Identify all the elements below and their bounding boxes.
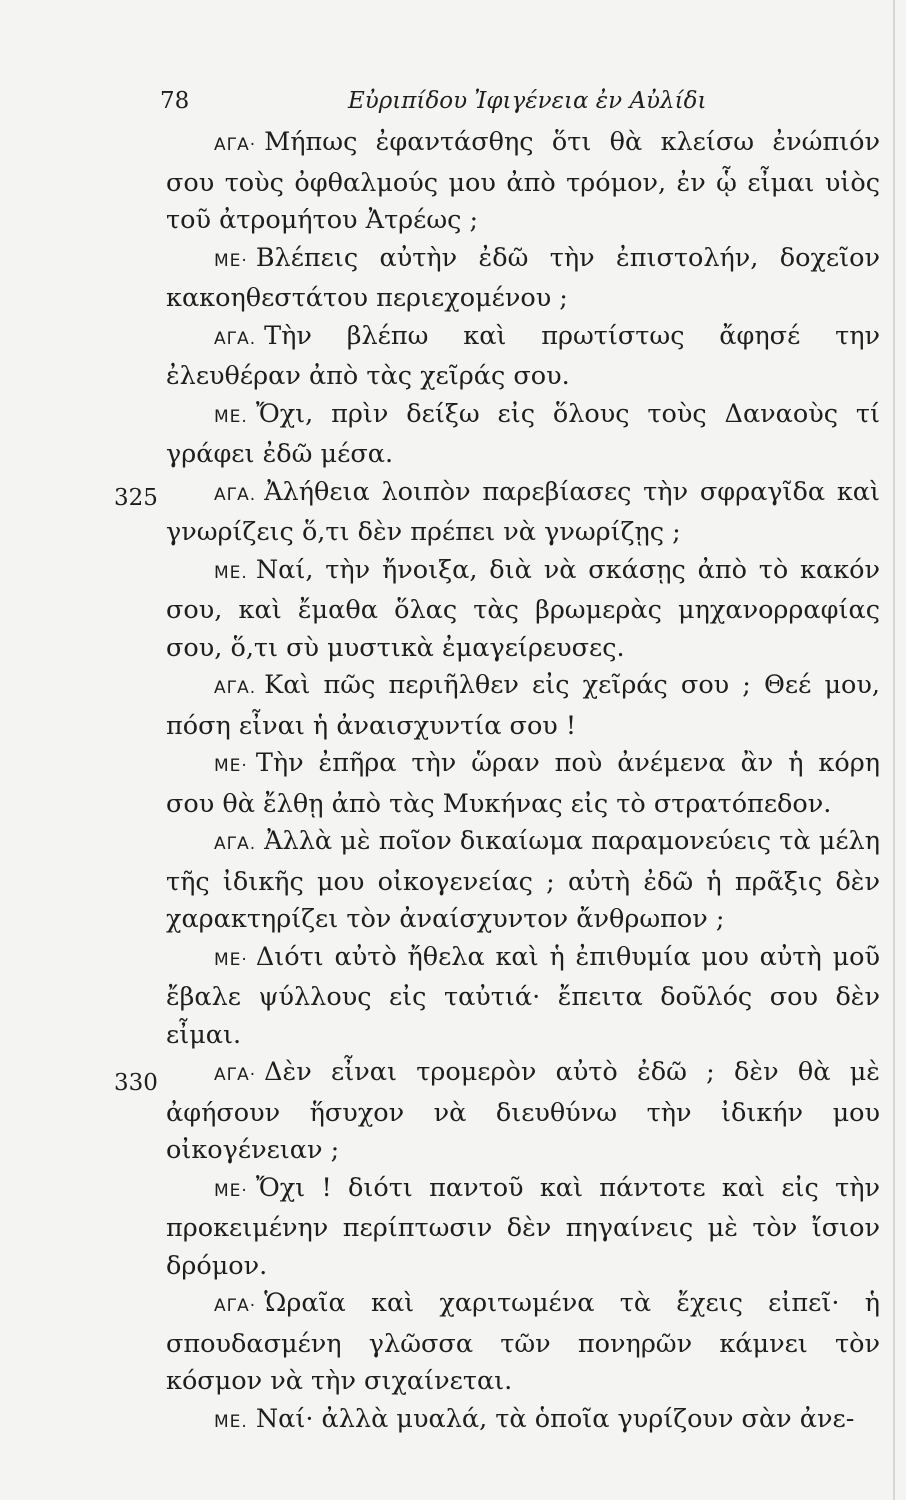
speaker-label: ΜΕ. [214, 406, 248, 427]
speaker-label: ΑΓΑ. [214, 678, 257, 698]
speaker-label: ΜΕ. [214, 562, 248, 583]
speech-3 [166, 318, 880, 396]
speech-text: Ναί, τὴν ἤνοιξα, διὰ νὰ σκάσῃς ἀπὸ τὸ κακόν σου, καὶ ἔμαθα ὅλας τὰς βρωμερὰς μηχανορραφίας σου, ὅ,τι σὺ μυστικὰ ἐμαγείρευσες. [166, 554, 880, 663]
line-number-325: 325 [114, 485, 158, 511]
speaker-label: ΑΓΑ· [214, 135, 257, 155]
speech-text: Ὄχι, πρὶν δείξω εἰς ὅλους τοὺς Δαναοὺς τί γράφει ἐδῶ μέσα. [166, 398, 880, 469]
speaker-label: ΜΕ. [214, 1411, 248, 1432]
speaker-label: ΑΓΑ. [214, 834, 257, 854]
speaker-label: ΜΕ· [214, 756, 248, 776]
speech-11 [166, 1054, 880, 1170]
speech-4 [166, 396, 880, 474]
speech-12 [166, 1170, 880, 1286]
speech-7 [166, 667, 880, 745]
speech-9 [166, 823, 880, 939]
speaker-label: ΑΓΑ· [214, 1065, 257, 1085]
speech-text: Ναί· ἀλλὰ μυαλά, τὰ ὁποῖα γυρίζουν σὰν ἀνε- [255, 1403, 855, 1434]
speech-text: Ὄχι ! διότι παντοῦ καὶ πάντοτε καὶ εἰς τὴν προκειμένην περίπτωσιν δὲν πηγαίνεις μὲ τὸν ἴσιον δρόμον. [166, 1172, 880, 1281]
speaker-label: ΜΕ· [214, 949, 248, 970]
speech-text: Ἀλήθεια λοιπὸν παρεβίασες τὴν σφραγῖδα καὶ γνωρίζεις ὅ,τι δὲν πρέπει νὰ γνωρίζῃς ; [166, 476, 880, 547]
dialogue-text [114, 124, 880, 1441]
speech-text: Ἀλλὰ μὲ ποῖον δικαίωμα παραμονεύεις τὰ μέλη τῆς ἰδικῆς μου οἰκογενείας ; αὐτὴ ἐδῶ ἡ πρᾶξις δὲν χαρακτηρίζει τὸν ἀναίσχυντον ἄνθρωπον ; [166, 826, 880, 934]
speech-text: Διότι αὐτὸ ἤθελα καὶ ἡ ἐπιθυμία μου αὐτὴ μοῦ ἔβαλε ψύλλους εἰς ταὐτιά· ἔπειτα δοῦλός σου δὲν εἶμαι. [166, 941, 880, 1050]
line-number-330: 330 [114, 1070, 158, 1096]
speaker-label: ΑΓΑ· [214, 1296, 257, 1316]
page-number: 78 [160, 88, 190, 114]
speech-5 [166, 474, 880, 552]
speaker-label: ΜΕ· [214, 250, 248, 271]
speaker-label: ΜΕ· [214, 1180, 248, 1201]
speech-10 [166, 939, 880, 1055]
speech-text: Μήπως ἐφαντάσθης ὅτι θὰ κλείσω ἐνώπιόν σου τοὺς ὀφθαλμούς μου ἀπὸ τρόμον, ἐν ᾧ εἶμαι υἱὸς τοῦ ἀτρομήτου Ἀτρέως ; [166, 127, 880, 235]
speech-6 [166, 552, 880, 668]
speech-text: Δὲν εἶναι τρομερὸν αὐτὸ ἐδῶ ; δὲν θὰ μὲ ἀφήσουν ἥσυχον νὰ διευθύνω τὴν ἰδικήν μου οἰκογένειαν ; [166, 1057, 880, 1165]
speech-text: Τὴν βλέπω καὶ πρωτίστως ἄφησέ την ἐλευθέραν ἀπὸ τὰς χεῖράς σου. [166, 320, 880, 391]
speech-2 [166, 240, 880, 318]
speech-13 [166, 1285, 880, 1401]
page-spine-line [893, 0, 895, 1500]
speech-text: Τὴν ἐπῆρα τὴν ὥραν ποὺ ἀνέμενα ἂν ἡ κόρη σου θὰ ἔλθῃ ἀπὸ τὰς Μυκήνας εἰς τὸ στρατόπεδον. [166, 748, 880, 819]
page-header [160, 88, 880, 118]
speech-text: Ὡραῖα καὶ χαριτωμένα τὰ ἔχεις εἰπεῖ· ἡ σπουδασμένη γλῶσσα τῶν πονηρῶν κάμνει τὸν κόσμον νὰ τὴν σιχαίνεται. [166, 1288, 880, 1396]
speech-14 [166, 1401, 880, 1442]
speech-1 [166, 124, 880, 240]
speaker-label: ΑΓΑ. [214, 484, 257, 505]
speaker-label: ΑΓΑ. [214, 328, 257, 349]
speech-text: Βλέπεις αὐτὴν ἐδῶ τὴν ἐπιστολήν, δοχεῖον κακοηθεστάτου περιεχομένου ; [166, 242, 880, 313]
speech-8 [166, 745, 880, 823]
speech-text: Καὶ πῶς περιῆλθεν εἰς χεῖράς σου ; Θεέ μου, πόση εἶναι ἡ ἀναισχυντία σου ! [166, 670, 880, 741]
running-title: Εὐριπίδου Ἰφιγένεια ἐν Αὐλίδι [348, 88, 707, 114]
